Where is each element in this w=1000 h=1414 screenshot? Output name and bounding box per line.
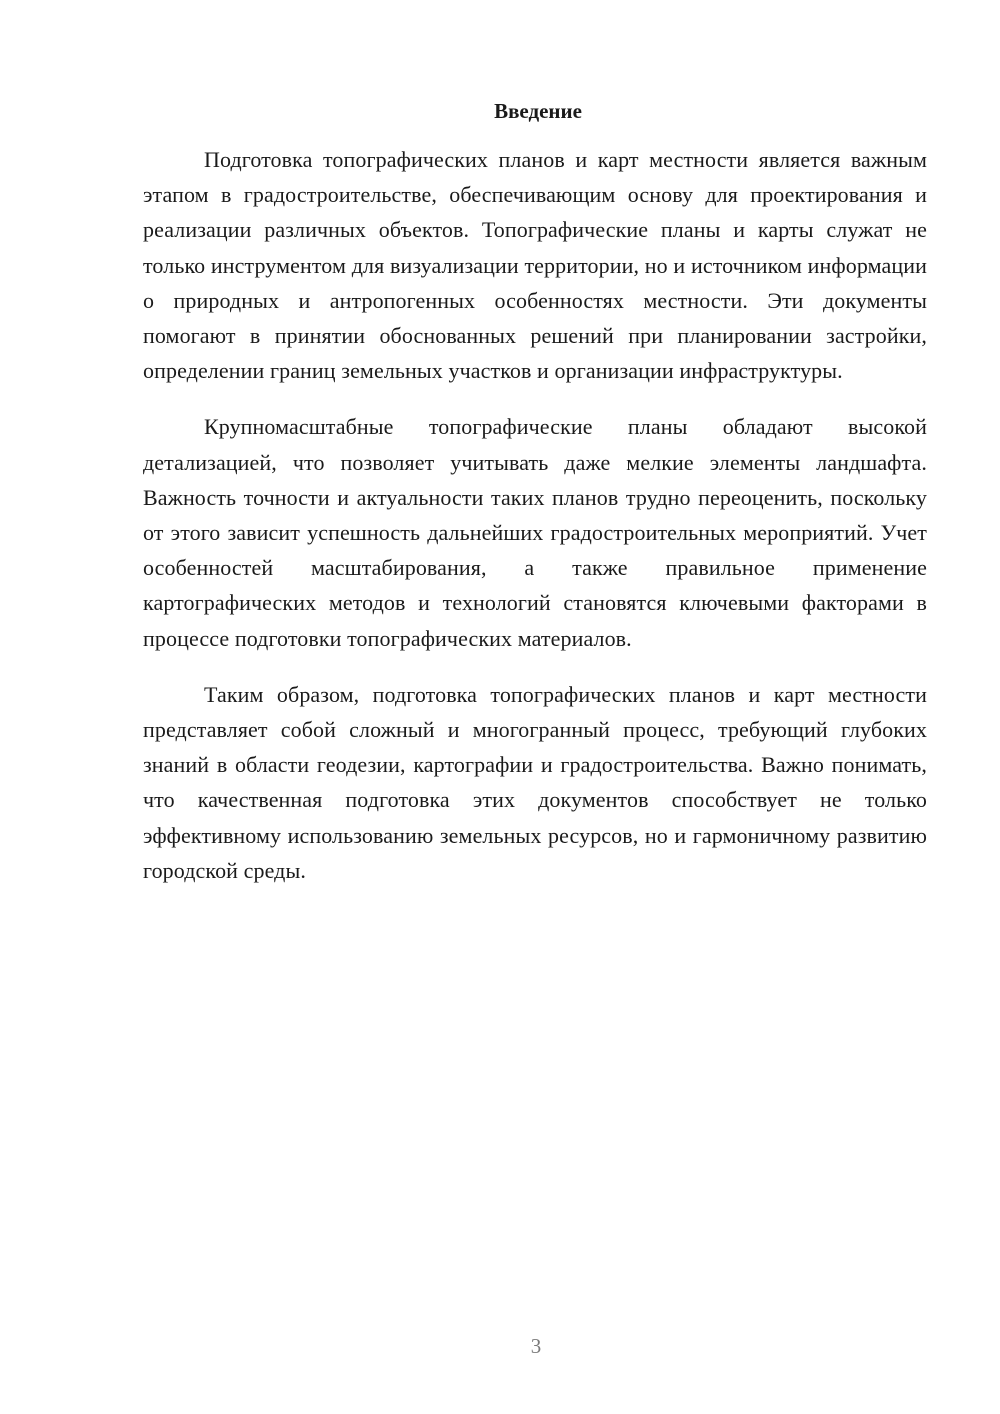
section-title: Введение: [494, 99, 582, 123]
paragraph-1: Подготовка топографических планов и карт местности является важным этапом в градостроительстве, обеспечивающим основу для проектирования и реализации различных объектов. Топографические планы и карты служат не только инструментом для визуализации территории, но и источником информации о природных и антропогенных особенностях местности. Эти документы помогают в принятии обоснованных решений при планировании застройки, определении границ земельных участков и организации инфраструктуры.: [143, 147, 927, 384]
page-number: 3: [530, 1334, 542, 1358]
paragraph-3: Таким образом, подготовка топографических планов и карт местности представляет собой сложный и многогранный процесс, требующий глубоких знаний в области геодезии, картографии и градостроительства. Важно понимать, что качественная подготовка этих документов способствует не только эффективному использованию земельных ресурсов, но и гармоничному развитию городской среды.: [143, 681, 927, 883]
document-body: [143, 142, 927, 888]
paragraph-2: Крупномасштабные топографические планы обладают высокой детализацией, что позволяет учитывать даже мелкие элементы ландшафта. Важность точности и актуальности таких планов трудно переоценить, поскольку от этого зависит успешность дальнейших градостроительных мероприятий. Учет особенностей масштабирования, а также правильное применение картографических методов и технологий становятся ключевыми факторами в процессе подготовки топографических материалов.: [143, 414, 927, 651]
